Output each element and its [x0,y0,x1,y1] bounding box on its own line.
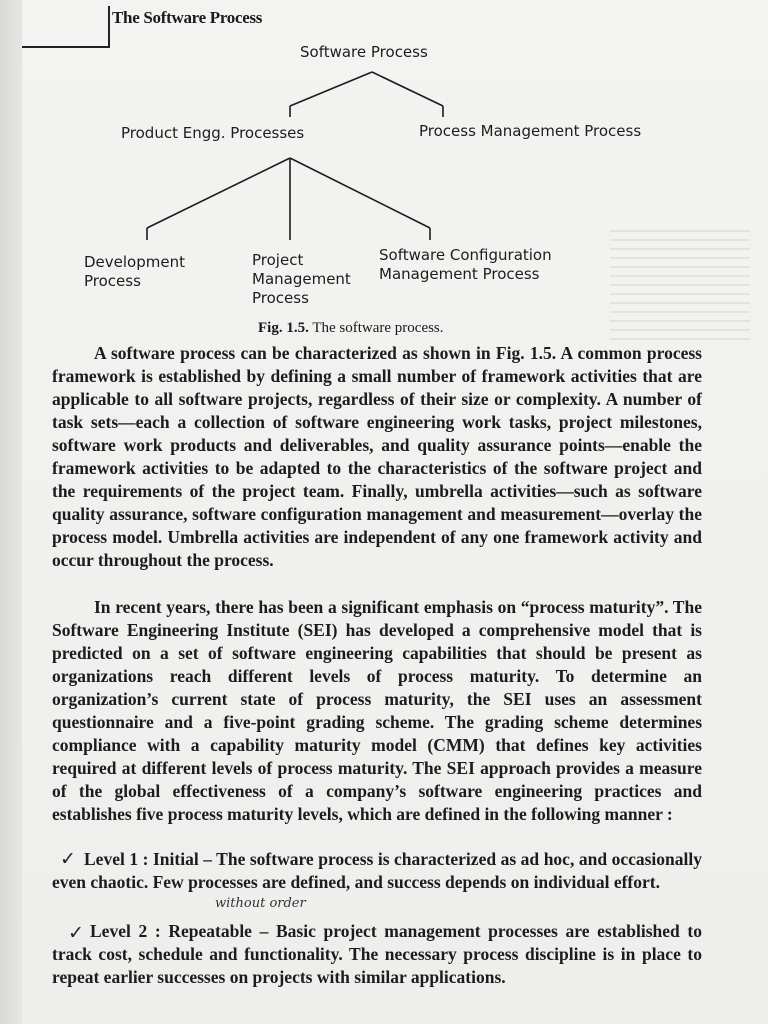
edge-product-to-config-mgmt [290,158,430,228]
handwritten-margin-note: without order [215,896,306,911]
level-1-text: – The software process is characterized as ad hoc, and occasionally even chaotic. Few processes are defined, and success depends on individual effort. [52,849,702,892]
level-1-heading: Level 1 : Initial [84,849,199,869]
level-2-heading: Level 2 : Repeatable [90,921,252,941]
paragraph-process-maturity [52,596,702,826]
figure-caption-text: The software process. [308,320,444,336]
tree-node-process-management: Process Management Process [419,122,642,140]
paragraph-process-framework [52,342,702,572]
checkmark-icon: ✓ [60,848,76,870]
figure-caption-label: Fig. 1.5. [258,320,309,336]
checkmark-icon: ✓ [68,922,84,944]
level-1-item [52,848,702,894]
tree-node-product-engg: Product Engg. Processes [121,124,305,142]
tree-node-project-management: Project Management Process [252,251,351,307]
level-2-text: – Basic project management processes are established to track cost, schedule and functionality. The necessary process discipline is in place to repeat earlier successes on projects with similar applications. [52,921,702,987]
edge-product-to-development [147,158,290,228]
paragraph-1-text: A software process can be characterized as shown in Fig. 1.5. A common process framework is established by defining a small number of framework activities that are applicable to all software projects, regardless of their size or complexity. A number of task sets—each a collection of software engineering work tasks, project milestones, software work products and deliverables, and quality assurance points—enable the framework activities to be adapted to the characteristics of the software project and the requirements of the project team. Finally, umbrella activities—such as software quality assurance, software configuration management and measurement—overlay the process model. Umbrella activities are independent of any one framework activity and occur throughout the process. [52,343,702,570]
edge-root-to-product [290,72,372,106]
paragraph-2-text: In recent years, there has been a significant emphasis on “process maturity”. The Software Engineering Institute (SEI) has developed a comprehensive model that is predicted on a set of software engineering capabilities that should be present as organizations reach different levels of process maturity. To determine an organization’s current state of process maturity, the SEI uses an assessment questionnaire and a five-point grading scheme. The grading scheme determines compliance with a capability maturity model (CMM) that defines key activities required at different levels of process maturity. The SEI approach provides a measure of the global effectiveness of a company’s software engineering practices and establishes five process maturity levels, which are defined in the following manner : [52,597,702,824]
figure-caption [258,320,444,337]
running-title: The Software Process [112,8,263,27]
tree-root-node: Software Process [300,43,428,61]
edge-root-to-management [372,72,443,106]
level-2-item [52,920,702,989]
tree-node-config-management: Software Configuration Management Process [379,246,552,283]
tree-node-development: Development Process [84,253,185,290]
